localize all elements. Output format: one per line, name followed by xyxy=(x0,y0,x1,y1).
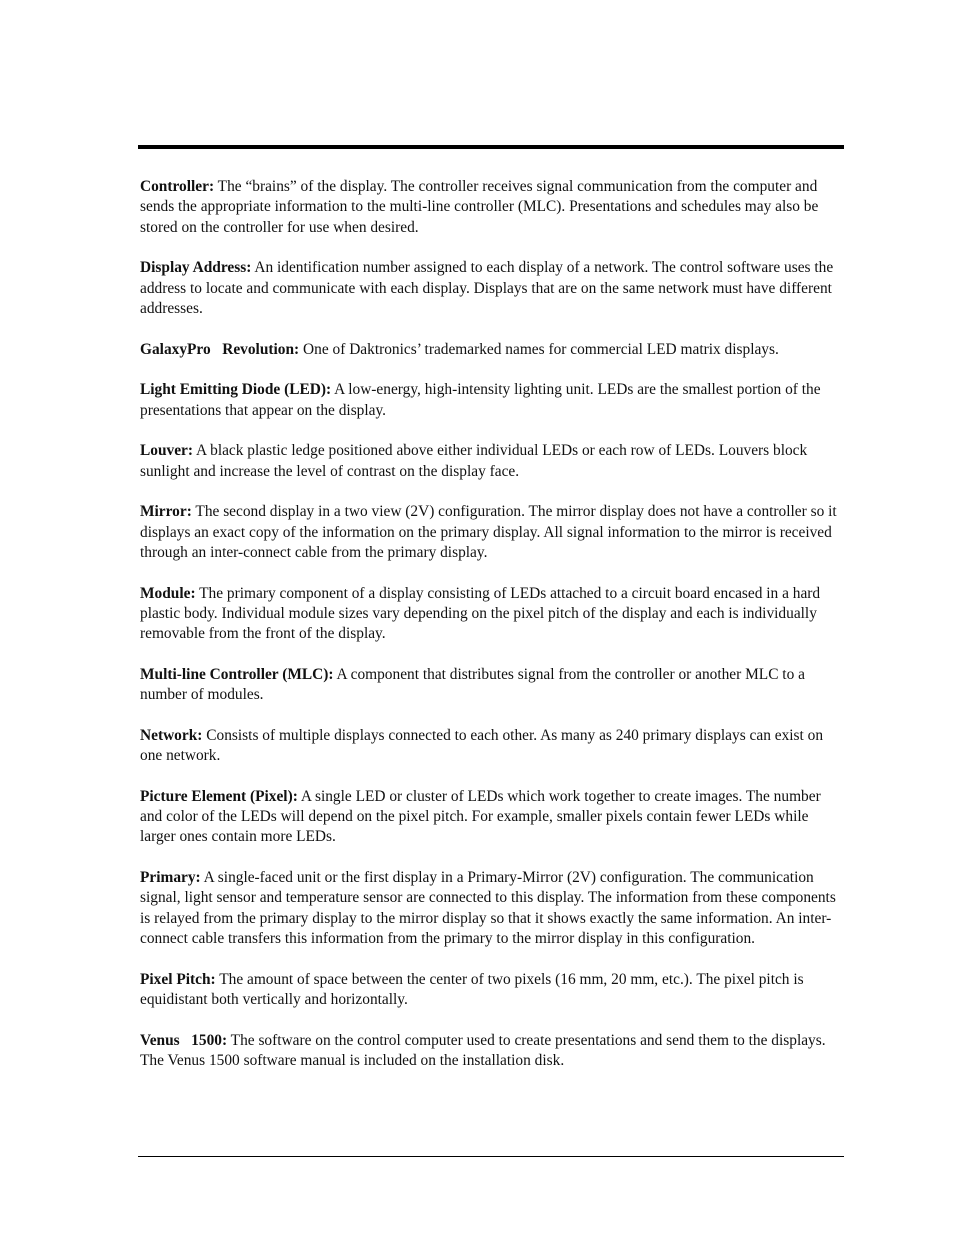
glossary-entry-display-address xyxy=(140,258,846,319)
glossary-term: Controller: xyxy=(140,178,215,195)
glossary-entry-galaxypro-revolution xyxy=(140,340,846,360)
glossary-entry-louver xyxy=(140,441,846,482)
glossary-term: Network: xyxy=(140,726,203,744)
glossary-entry-pixel xyxy=(140,787,846,848)
glossary-definition: One of Daktronics’ trademarked names for commercial LED matrix displays. xyxy=(299,340,779,358)
glossary-entry-primary xyxy=(140,868,846,949)
glossary-definition: A single-faced unit or the first display in a Primary-Mirror (2V) configuration. The communication signal, light sensor and temperature sensor are connected to this display. The information from these components is relayed from the primary display to the mirror display so that it shows exactly the same information. An inter-connect cable transfers this information from the primary to the mirror display in this configuration. xyxy=(140,869,836,947)
header-rule xyxy=(138,145,844,149)
glossary-definition: The “brains” of the display. The controller receives signal communication from the computer and sends the appropriate information to the multi-line controller (MLC). Presentations and schedules may also be stored on the controller for use when desired. xyxy=(140,178,819,236)
glossary-definition: The second display in a two view (2V) configuration. The mirror display does not have a controller so it displays an exact copy of the information on the primary display. All signal information to the mirror is received through an inter-connect cable from the primary display. xyxy=(140,503,837,561)
glossary-term: Multi-line Controller (MLC): xyxy=(140,665,334,683)
glossary-term: Picture Element (Pixel): xyxy=(140,787,298,805)
glossary-entry-pixel-pitch xyxy=(140,970,846,1011)
glossary-entry-network xyxy=(140,726,846,767)
glossary-term: Mirror: xyxy=(140,503,192,521)
glossary-entry-module xyxy=(140,584,846,645)
glossary-entry-led xyxy=(140,380,846,421)
glossary-entry-controller xyxy=(140,177,846,238)
glossary-term: Light Emitting Diode (LED): xyxy=(140,381,332,399)
glossary-definition: Consists of multiple displays connected to each other. As many as 240 primary displays can exist on one network. xyxy=(140,726,824,765)
glossary-definition: The primary component of a display consisting of LEDs attached to a circuit board encased in a hard plastic body. Individual module sizes vary depending on the pixel pitch of the display and each is individually removable from the front of the display. xyxy=(140,584,821,643)
glossary-term: Primary: xyxy=(140,869,201,887)
footer-rule xyxy=(138,1156,844,1157)
glossary-definition: An identification number assigned to each display of a network. The control software uses the address to locate and communicate with each display. Displays that are on the same network must have different addresses. xyxy=(140,259,834,317)
glossary-entry-mlc xyxy=(140,665,846,706)
glossary-term: Venus 1500: xyxy=(140,1031,228,1049)
glossary-term: Pixel Pitch: xyxy=(140,970,216,988)
glossary-term: Display Address: xyxy=(140,259,252,277)
glossary-definition: A component that distributes signal from the controller or another MLC to a number of modules. xyxy=(140,665,805,704)
glossary-definition: The amount of space between the center of two pixels (16 mm, 20 mm, etc.). The pixel pitch is equidistant both vertically and horizontally. xyxy=(140,970,804,1008)
glossary-entry-venus-1500 xyxy=(140,1031,846,1072)
glossary-term: Module: xyxy=(140,584,196,602)
glossary-term: Louver: xyxy=(140,442,194,460)
glossary-definition: The software on the control computer used to create presentations and send them to the displays. The Venus 1500 software manual is included on the installation disk. xyxy=(140,1031,826,1069)
glossary-definition: A single LED or cluster of LEDs which work together to create images. The number and color of the LEDs will depend on the pixel pitch. For example, smaller pixels contain fewer LEDs while larger ones contain more LEDs. xyxy=(140,787,821,846)
glossary-term: GalaxyPro Revolution: xyxy=(140,340,300,358)
glossary-list xyxy=(140,177,846,1092)
glossary-entry-mirror xyxy=(140,502,846,563)
glossary-definition: A low-energy, high-intensity lighting unit. LEDs are the smallest portion of the presentations that appear on the display. xyxy=(140,381,821,419)
glossary-definition: A black plastic ledge positioned above either individual LEDs or each row of LEDs. Louvers block sunlight and increase the level of contrast on the display face. xyxy=(140,442,808,480)
